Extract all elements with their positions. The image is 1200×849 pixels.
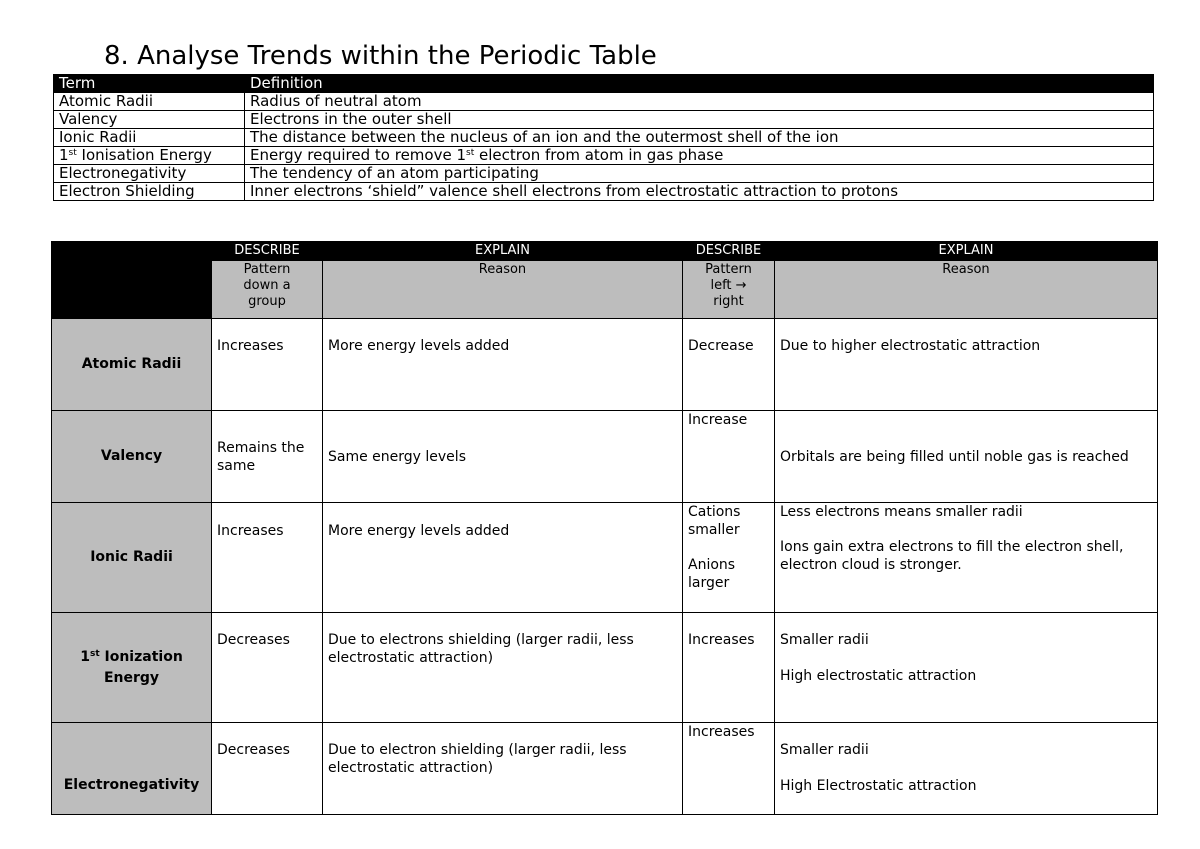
reason-header: Reason — [323, 261, 683, 319]
describe-header: DESCRIBE — [683, 242, 775, 261]
table-row — [52, 411, 1158, 503]
anions-text: Anions larger — [688, 557, 736, 591]
definition-cell: Electrons in the outer shell — [245, 111, 1154, 129]
across-pattern-cell: Increases — [683, 613, 775, 723]
trends-header-row — [52, 242, 1158, 261]
table-row — [54, 93, 1154, 111]
across-pattern-cell: Increases — [683, 723, 775, 815]
term-cell: Atomic Radii — [54, 93, 245, 111]
across-reason-cell: Less electrons means smaller radii Ions gain extra electrons to fill the electron shell, electron cloud is stronger. — [775, 503, 1158, 613]
table-row — [54, 129, 1154, 147]
table-row — [54, 165, 1154, 183]
row-label: Atomic Radii — [52, 319, 212, 411]
definition-column-header: Definition — [245, 75, 1154, 93]
term-cell: Electronegativity — [54, 165, 245, 183]
cations-text: Cations smaller — [688, 504, 741, 538]
definition-cell: The tendency of an atom participating — [245, 165, 1154, 183]
across-pattern-cell: Increase — [683, 411, 775, 503]
term-column-header: Term — [54, 75, 245, 93]
row-label: 1st Ionization Energy — [52, 613, 212, 723]
down-pattern-cell: Decreases — [212, 613, 323, 723]
down-reason-cell: More energy levels added — [323, 503, 683, 613]
definition-cell: Inner electrons ‘shield” valence shell electrons from electrostatic attraction to protons — [245, 183, 1154, 201]
table-row — [52, 723, 1158, 815]
terms-table — [53, 74, 1154, 201]
down-pattern-cell: Decreases — [212, 723, 323, 815]
down-pattern-cell: Increases — [212, 503, 323, 613]
definition-cell: The distance between the nucleus of an ion and the outermost shell of the ion — [245, 129, 1154, 147]
describe-header: DESCRIBE — [212, 242, 323, 261]
down-reason-cell: Due to electron shielding (larger radii, less electrostatic attraction) — [323, 723, 683, 815]
explain-header: EXPLAIN — [323, 242, 683, 261]
term-cell: 1st Ionisation Energy — [54, 147, 245, 165]
across-reason-cell: Smaller radii High Electrostatic attraction — [775, 723, 1158, 815]
across-pattern-cell — [683, 503, 775, 613]
down-reason-cell: Due to electrons shielding (larger radii, less electrostatic attraction) — [323, 613, 683, 723]
down-pattern-cell: Increases — [212, 319, 323, 411]
page-title: 8. Analyse Trends within the Periodic Table — [104, 41, 657, 71]
row-label: Ionic Radii — [52, 503, 212, 613]
table-row — [54, 147, 1154, 165]
table-row — [52, 319, 1158, 411]
row-label: Electronegativity — [52, 723, 212, 815]
corner-cell — [52, 242, 212, 319]
pattern-across-header: Pattern left → right — [683, 261, 775, 319]
term-cell: Ionic Radii — [54, 129, 245, 147]
down-reason-cell: More energy levels added — [323, 319, 683, 411]
trends-subheader-row — [52, 261, 1158, 319]
across-reason-cell: Smaller radii High electrostatic attraction — [775, 613, 1158, 723]
term-cell: Valency — [54, 111, 245, 129]
reason-header: Reason — [775, 261, 1158, 319]
table-row — [52, 613, 1158, 723]
down-pattern-cell: Remains the same — [212, 411, 323, 503]
table-row — [54, 111, 1154, 129]
explain-header: EXPLAIN — [775, 242, 1158, 261]
table-row — [54, 183, 1154, 201]
definition-cell: Radius of neutral atom — [245, 93, 1154, 111]
definition-cell: Energy required to remove 1st electron from atom in gas phase — [245, 147, 1154, 165]
row-label: Valency — [52, 411, 212, 503]
pattern-down-header: Pattern down a group — [212, 261, 323, 319]
across-reason-cell: Orbitals are being filled until noble gas is reached — [775, 411, 1158, 503]
trends-table — [51, 241, 1158, 815]
terms-header-row — [54, 75, 1154, 93]
across-reason-cell: Due to higher electrostatic attraction — [775, 319, 1158, 411]
term-cell: Electron Shielding — [54, 183, 245, 201]
down-reason-cell: Same energy levels — [323, 411, 683, 503]
across-pattern-cell: Decrease — [683, 319, 775, 411]
table-row — [52, 503, 1158, 613]
